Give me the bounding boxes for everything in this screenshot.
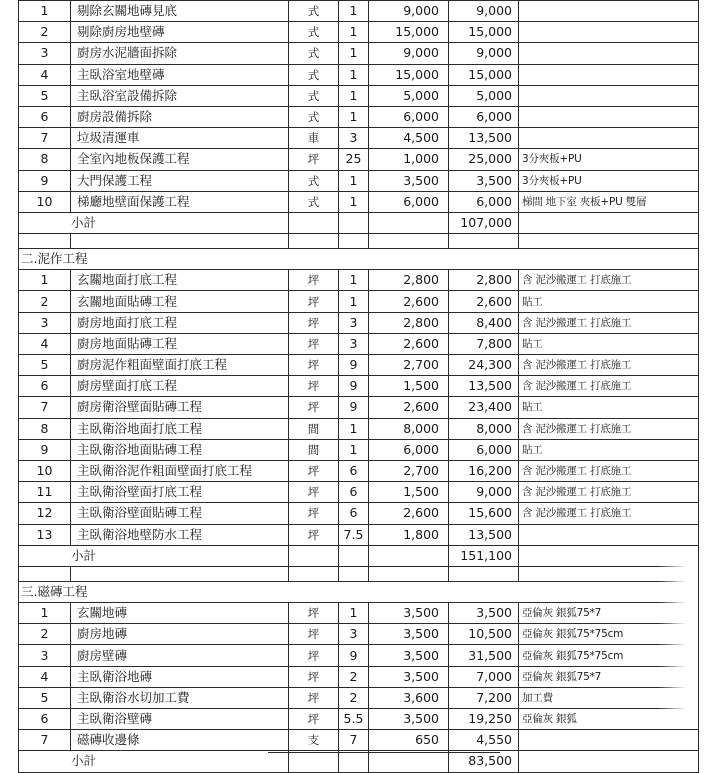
item-unit: 坪 [289,397,339,418]
item-quantity: 1 [339,603,369,624]
empty-cell [449,566,519,581]
table-row [19,333,699,354]
item-number: 10 [19,191,71,212]
quotation-sheet [18,0,698,773]
item-note: 貼工 [519,439,699,460]
item-unit-price: 2,700 [369,460,449,481]
item-total: 4,550 [449,730,519,751]
item-note [519,22,699,43]
item-unit-price: 6,000 [369,106,449,127]
item-quantity: 1 [339,291,369,312]
table-row [19,376,699,397]
item-unit-price: 2,700 [369,355,449,376]
item-note: 亞倫灰 銀狐 [519,709,699,730]
item-unit-price: 2,600 [369,503,449,524]
item-description: 剔除玄關地磚見底 [71,1,289,22]
table-row [19,482,699,503]
item-description: 廚房地面打底工程 [71,312,289,333]
item-note: 含 泥沙搬運工 打底施工 [519,503,699,524]
item-unit: 坪 [289,709,339,730]
item-unit: 式 [289,22,339,43]
item-total: 6,000 [449,439,519,460]
item-quantity: 6 [339,460,369,481]
table-row [19,22,699,43]
item-note [519,730,699,751]
item-description: 主臥浴室設備拆除 [71,85,289,106]
item-description: 主臥浴室地壁磚 [71,64,289,85]
item-unit: 坪 [289,524,339,545]
item-unit: 坪 [289,503,339,524]
empty-cell [519,751,699,772]
item-unit-price: 6,000 [369,439,449,460]
item-unit: 坪 [289,645,339,666]
item-description: 主臥衛浴地面貼磚工程 [71,439,289,460]
item-unit: 支 [289,730,339,751]
item-quantity: 1 [339,1,369,22]
item-total: 9,000 [449,43,519,64]
item-unit-price: 3,500 [369,603,449,624]
item-quantity: 7 [339,730,369,751]
item-unit: 坪 [289,291,339,312]
item-description: 廚房設備拆除 [71,106,289,127]
item-number: 7 [19,128,71,149]
item-description: 主臥衛浴水切加工費 [71,687,289,708]
item-unit-price: 3,500 [369,709,449,730]
item-unit: 坪 [289,687,339,708]
item-unit: 坪 [289,312,339,333]
empty-cell [339,566,369,581]
item-quantity: 3 [339,312,369,333]
table-row [19,43,699,64]
item-total: 19,250 [449,709,519,730]
item-description: 主臥衛浴壁磚 [71,709,289,730]
item-number: 2 [19,624,71,645]
table-row [19,709,699,730]
item-total: 13,500 [449,524,519,545]
table-row [19,687,699,708]
item-total: 8,000 [449,418,519,439]
item-note: 貼工 [519,397,699,418]
item-description: 梯廳地壁面保護工程 [71,191,289,212]
item-total: 2,800 [449,270,519,291]
quotation-table [18,0,699,773]
item-note [519,1,699,22]
item-quantity: 9 [339,376,369,397]
empty-cell [369,751,449,772]
item-total: 16,200 [449,460,519,481]
item-description: 剔除廚房地壁磚 [71,22,289,43]
section-title: 二.泥作工程 [19,249,699,270]
item-number: 3 [19,645,71,666]
subtotal-label: 小計 [19,751,289,772]
empty-cell [71,234,289,249]
item-number: 2 [19,291,71,312]
item-unit-price: 15,000 [369,22,449,43]
item-unit: 式 [289,43,339,64]
item-description: 主臥衛浴壁面貼磚工程 [71,503,289,524]
table-row [19,666,699,687]
item-quantity: 9 [339,645,369,666]
item-note [519,106,699,127]
item-description: 主臥衛浴泥作粗面壁面打底工程 [71,460,289,481]
item-description: 玄關地面貼磚工程 [71,291,289,312]
item-description: 玄關地面打底工程 [71,270,289,291]
item-note [519,128,699,149]
item-description: 磁磚收邊條 [71,730,289,751]
item-unit: 坪 [289,270,339,291]
table-row [19,524,699,545]
item-quantity: 1 [339,43,369,64]
item-unit: 坪 [289,376,339,397]
table-row [19,149,699,170]
item-description: 全室內地板保護工程 [71,149,289,170]
item-unit-price: 2,800 [369,270,449,291]
item-total: 13,500 [449,128,519,149]
item-number: 7 [19,730,71,751]
table-row [19,291,699,312]
subtotal-value: 151,100 [449,545,519,566]
table-row [19,730,699,751]
empty-cell [339,212,369,233]
item-description: 主臥衛浴地面打底工程 [71,418,289,439]
item-number: 11 [19,482,71,503]
item-description: 玄關地磚 [71,603,289,624]
item-number: 1 [19,270,71,291]
section-header-row [19,581,699,602]
item-unit: 坪 [289,355,339,376]
item-total: 8,400 [449,312,519,333]
table-row [19,1,699,22]
item-total: 7,800 [449,333,519,354]
item-quantity: 7.5 [339,524,369,545]
item-note: 貼工 [519,333,699,354]
item-total: 6,000 [449,106,519,127]
item-unit: 坪 [289,666,339,687]
item-total: 23,400 [449,397,519,418]
item-unit: 坪 [289,482,339,503]
item-note: 含 泥沙搬運工 打底施工 [519,460,699,481]
item-quantity: 25 [339,149,369,170]
item-unit: 式 [289,191,339,212]
item-note: 亞倫灰 銀狐75*7 [519,603,699,624]
item-unit-price: 4,500 [369,128,449,149]
item-total: 15,600 [449,503,519,524]
table-row [19,624,699,645]
item-description: 主臥衛浴地壁防水工程 [71,524,289,545]
item-number: 13 [19,524,71,545]
empty-cell [289,234,339,249]
item-note [519,64,699,85]
item-total: 25,000 [449,149,519,170]
item-unit-price: 650 [369,730,449,751]
item-description: 廚房壁面打底工程 [71,376,289,397]
item-number: 1 [19,603,71,624]
item-quantity: 1 [339,191,369,212]
empty-cell [71,566,289,581]
item-number: 9 [19,439,71,460]
empty-cell [339,545,369,566]
table-row [19,170,699,191]
item-quantity: 1 [339,22,369,43]
table-row [19,603,699,624]
empty-cell [289,212,339,233]
item-unit-price: 2,600 [369,333,449,354]
item-unit: 坪 [289,149,339,170]
item-quantity: 9 [339,397,369,418]
item-quantity: 6 [339,503,369,524]
item-number: 5 [19,687,71,708]
item-note [519,43,699,64]
item-total: 7,200 [449,687,519,708]
item-number: 4 [19,64,71,85]
item-quantity: 1 [339,439,369,460]
empty-cell [449,234,519,249]
page-fade-edge [658,560,698,720]
item-unit: 式 [289,1,339,22]
item-number: 9 [19,170,71,191]
item-note: 含 泥沙搬運工 打底施工 [519,418,699,439]
item-note: 亞倫灰 銀狐75*75cm [519,645,699,666]
item-quantity: 1 [339,270,369,291]
item-description: 廚房水泥牆面拆除 [71,43,289,64]
item-note: 含 泥沙搬運工 打底施工 [519,482,699,503]
item-unit-price: 9,000 [369,43,449,64]
item-number: 1 [19,1,71,22]
item-note: 貼工 [519,291,699,312]
item-quantity: 1 [339,170,369,191]
item-unit: 式 [289,106,339,127]
item-description: 主臥衛浴地磚 [71,666,289,687]
empty-cell [369,234,449,249]
item-total: 9,000 [449,1,519,22]
item-number: 7 [19,397,71,418]
item-number: 10 [19,460,71,481]
item-number: 5 [19,85,71,106]
item-number: 5 [19,355,71,376]
item-total: 6,000 [449,191,519,212]
section-header-row [19,249,699,270]
spacer-row [19,566,699,581]
item-unit: 坪 [289,624,339,645]
item-total: 15,000 [449,64,519,85]
item-quantity: 1 [339,106,369,127]
item-number: 6 [19,376,71,397]
item-total: 13,500 [449,376,519,397]
empty-cell [369,212,449,233]
item-quantity: 3 [339,128,369,149]
item-description: 廚房泥作粗面壁面打底工程 [71,355,289,376]
table-row [19,460,699,481]
empty-cell [339,234,369,249]
item-quantity: 2 [339,666,369,687]
item-total: 3,500 [449,170,519,191]
table-row [19,191,699,212]
item-unit: 式 [289,170,339,191]
item-number: 12 [19,503,71,524]
item-unit-price: 3,500 [369,666,449,687]
item-note: 梯間 地下室 夾板+PU 雙層 [519,191,699,212]
item-total: 15,000 [449,22,519,43]
bottom-rule [268,752,500,753]
item-unit-price: 15,000 [369,64,449,85]
item-description: 廚房地磚 [71,624,289,645]
empty-cell [519,212,699,233]
item-number: 8 [19,149,71,170]
item-unit: 式 [289,64,339,85]
table-row [19,503,699,524]
item-note [519,524,699,545]
table-row [19,64,699,85]
item-unit-price: 2,600 [369,291,449,312]
item-total: 24,300 [449,355,519,376]
item-unit-price: 1,000 [369,149,449,170]
item-note: 亞倫灰 銀狐75*75cm [519,624,699,645]
item-quantity: 6 [339,482,369,503]
item-unit: 式 [289,85,339,106]
empty-cell [289,751,339,772]
empty-cell [369,545,449,566]
item-total: 7,000 [449,666,519,687]
item-description: 廚房衛浴壁面貼磚工程 [71,397,289,418]
item-number: 2 [19,22,71,43]
item-note: 亞倫灰 銀狐75*7 [519,666,699,687]
item-unit: 間 [289,418,339,439]
item-number: 6 [19,709,71,730]
item-unit-price: 9,000 [369,1,449,22]
item-total: 31,500 [449,645,519,666]
table-row [19,128,699,149]
item-note: 含 泥沙搬運工 打底施工 [519,312,699,333]
empty-cell [369,566,449,581]
empty-cell [289,545,339,566]
empty-cell [19,234,71,249]
empty-cell [289,566,339,581]
item-unit-price: 1,500 [369,482,449,503]
item-total: 9,000 [449,482,519,503]
item-total: 2,600 [449,291,519,312]
table-row [19,418,699,439]
subtotal-label: 小計 [19,545,289,566]
item-note: 3分夾板+PU [519,149,699,170]
item-note: 含 泥沙搬運工 打底施工 [519,376,699,397]
item-description: 廚房地面貼磚工程 [71,333,289,354]
subtotal-row [19,545,699,566]
item-description: 大門保護工程 [71,170,289,191]
subtotal-row [19,751,699,772]
item-quantity: 1 [339,418,369,439]
item-note: 含 泥沙搬運工 打底施工 [519,355,699,376]
table-row [19,645,699,666]
item-unit: 坪 [289,460,339,481]
item-unit-price: 3,500 [369,170,449,191]
subtotal-row [19,212,699,233]
item-unit-price: 3,600 [369,687,449,708]
item-unit: 車 [289,128,339,149]
subtotal-label: 小計 [19,212,289,233]
item-total: 5,000 [449,85,519,106]
section-title: 三.磁磚工程 [19,581,699,602]
item-number: 6 [19,106,71,127]
table-row [19,270,699,291]
subtotal-value: 83,500 [449,751,519,772]
item-note [519,85,699,106]
item-quantity: 3 [339,333,369,354]
item-number: 3 [19,43,71,64]
item-quantity: 2 [339,687,369,708]
table-row [19,439,699,460]
item-quantity: 5.5 [339,709,369,730]
empty-cell [19,566,71,581]
item-quantity: 1 [339,85,369,106]
item-unit: 坪 [289,333,339,354]
item-unit-price: 2,800 [369,312,449,333]
table-row [19,106,699,127]
item-total: 3,500 [449,603,519,624]
item-number: 4 [19,666,71,687]
item-number: 4 [19,333,71,354]
table-row [19,397,699,418]
spacer-row [19,234,699,249]
empty-cell [339,751,369,772]
item-quantity: 1 [339,64,369,85]
item-number: 8 [19,418,71,439]
subtotal-value: 107,000 [449,212,519,233]
item-description: 垃圾清運車 [71,128,289,149]
item-total: 10,500 [449,624,519,645]
item-unit: 間 [289,439,339,460]
item-unit-price: 2,600 [369,397,449,418]
item-note: 含 泥沙搬運工 打底施工 [519,270,699,291]
item-unit-price: 6,000 [369,191,449,212]
item-quantity: 9 [339,355,369,376]
item-unit-price: 3,500 [369,645,449,666]
empty-cell [519,234,699,249]
item-unit-price: 5,000 [369,85,449,106]
item-unit-price: 8,000 [369,418,449,439]
item-description: 廚房壁磚 [71,645,289,666]
item-unit: 坪 [289,603,339,624]
item-unit-price: 3,500 [369,624,449,645]
table-row [19,85,699,106]
item-note: 3分夾板+PU [519,170,699,191]
table-row [19,355,699,376]
item-quantity: 3 [339,624,369,645]
item-number: 3 [19,312,71,333]
item-note: 加工費 [519,687,699,708]
table-row [19,312,699,333]
item-unit-price: 1,500 [369,376,449,397]
item-unit-price: 1,800 [369,524,449,545]
item-description: 主臥衛浴壁面打底工程 [71,482,289,503]
